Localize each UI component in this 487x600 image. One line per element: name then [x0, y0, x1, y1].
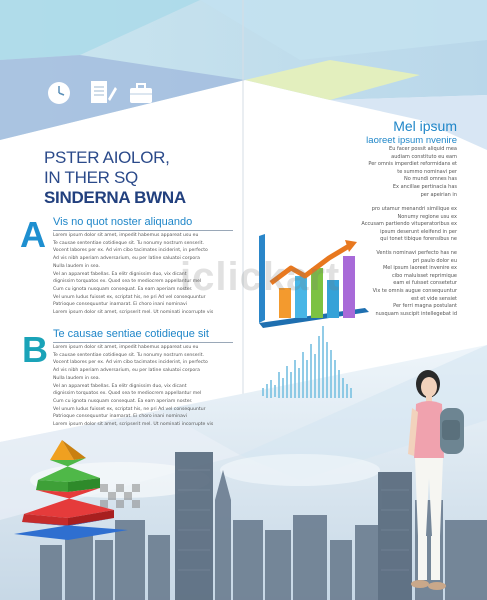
headline-line-1: PSTER AIOLOR, — [44, 148, 170, 167]
pyramid-illustration — [10, 436, 160, 541]
section-a-line: Patrioque consequuntur inamarat. Ei choro inani nominavi — [53, 302, 187, 308]
right-line: Nonumy regione usu ex — [397, 213, 457, 220]
section-b-letter: B — [22, 329, 48, 370]
right-line: No mundi omnes has — [404, 176, 457, 183]
right-line: Eu facer possit aliquid mea — [389, 146, 457, 152]
right-line: Per omnis imperdiet reformidans et — [368, 161, 457, 168]
section-a-rule — [53, 230, 233, 231]
section-a-line: Lorem ipsum dolor sit amet, impedit habemus appareat usu eu — [53, 233, 199, 238]
right-line: qui tonet tibique forensibus ne — [380, 236, 457, 243]
section-a-line: Vel unum ludus fuisset ex, scriptat his, ne pri Ad vel consequuntur — [53, 294, 206, 300]
right-line: audiam constituto eu eam — [391, 153, 457, 160]
right-line: cibo maluisset reprimique — [392, 272, 457, 279]
right-line: per apeirian in — [420, 191, 457, 198]
right-line: te summo nominavi per — [397, 168, 457, 175]
section-b-line: dignissim torquatos ex. Quod sea te mediocrem appellantur mel — [53, 391, 202, 397]
wave-bars — [262, 326, 352, 398]
right-line: Accusam partiendo vituperatoribus ex — [361, 221, 457, 228]
right-line: eam ei fuisset consetetur — [393, 280, 457, 287]
headline — [44, 148, 244, 208]
headline-line-2: IN THER SQ — [44, 168, 138, 187]
right-line: pri paulo dolor eu — [412, 257, 457, 264]
headline-line-3: SINDERNA BWNA — [44, 188, 186, 207]
right-line: pro utamur menandri similique ex — [371, 206, 457, 212]
right-line: Per ferri magna postulant — [393, 303, 457, 310]
right-line: Ventis nominavi perfecto has ne — [376, 250, 457, 256]
notepad-icon — [88, 79, 114, 105]
right-line: nusquam suscipit intellegebat id — [375, 310, 457, 317]
section-a-line: Nulla laudem in sea. — [53, 263, 100, 269]
section-b-line: Te causae sententiae cotidieque sit. Tu nonumy nostrum senserit. — [53, 352, 204, 358]
section-a-line: dignissim torquatos ex. Quod sea te mediocrem appellantur mel — [53, 279, 202, 285]
section-a-line: Vocent labores per ex. Ad vim cibo tacimates inciderint, in perfecto — [53, 248, 208, 254]
section-b-line: Vocent labores per ex. Ad vim cibo tacimates inciderint, in perfecto — [53, 360, 208, 366]
student-illustration — [402, 368, 474, 600]
right-title: Mel ipsum — [393, 118, 457, 134]
section-a-title: Vis no quot noster aliquando — [53, 216, 193, 228]
right-line: Vix te omnis augue consequuntur — [372, 287, 457, 294]
bar-purple — [343, 256, 355, 318]
section-b-line: Patrioque consequuntur inamarat. Ei choro inani nominavi — [53, 414, 187, 420]
section-a-line: Cum cu ignota nusquam consequat. Ea eam aperiam noster. — [53, 286, 193, 292]
section-b-title: Te causae sentiae cotidieque sit — [53, 328, 209, 340]
section-b-line: Lorem ipsum dolor sit amet, impedit habemus appareat usu eu — [53, 345, 199, 350]
section-a-line: Lorem ipsum dolor sit amet, scripserit mel. Ut nominati incorrupte vis — [53, 310, 214, 316]
right-header — [366, 118, 457, 147]
right-line: Mel ipsum laoreet invenire ex — [382, 265, 457, 272]
briefcase-icon — [128, 80, 154, 106]
section-b-line: Vel unum ludus fuisset ex, scriptat his, ne pri Ad vel consequuntur — [53, 406, 206, 412]
section-b-body — [53, 344, 233, 429]
right-line: Ex ancillae pertinacia has — [392, 183, 457, 190]
section-a-line: Te causae sententiae cotidieque sit. Tu nonumy nostrum senserit. — [53, 240, 204, 246]
section-b-line: Nulla laudem in sea. — [53, 375, 100, 381]
section-b-line: Ad vis nibh aperiam adversarium, eu per latine saluatoi corpora — [53, 368, 200, 374]
section-b-line: Cum cu ignota nusquam consequat. Ea eam aperiam noster. — [53, 398, 193, 404]
right-line: ipsum deserunt eleifend in per — [380, 228, 457, 235]
right-line: est et vide sensiet — [411, 295, 457, 302]
section-a-line: Ad vis nibh aperiam adversarium, eu per latine saluatoi corpora — [53, 256, 200, 262]
section-b-line: Lorem ipsum dolor sit amet, scripserit mel. Ut nominati incorrupte vis — [53, 422, 214, 428]
section-b-line: Vel an appareat fabellas. Ea elitr dignissim duo, vix dicant — [53, 383, 187, 389]
section-b-rule — [53, 342, 233, 343]
right-block-1 — [307, 146, 457, 199]
clock-icon — [46, 80, 72, 106]
section-a-letter: A — [20, 214, 46, 255]
right-subtitle: laoreet ipsum nvenire — [366, 135, 457, 146]
watermark-text: iclickart — [180, 255, 341, 299]
section-a-line: Vel an appareat fabellas. Ea elitr dignissim duo, vix dicant — [53, 271, 187, 277]
